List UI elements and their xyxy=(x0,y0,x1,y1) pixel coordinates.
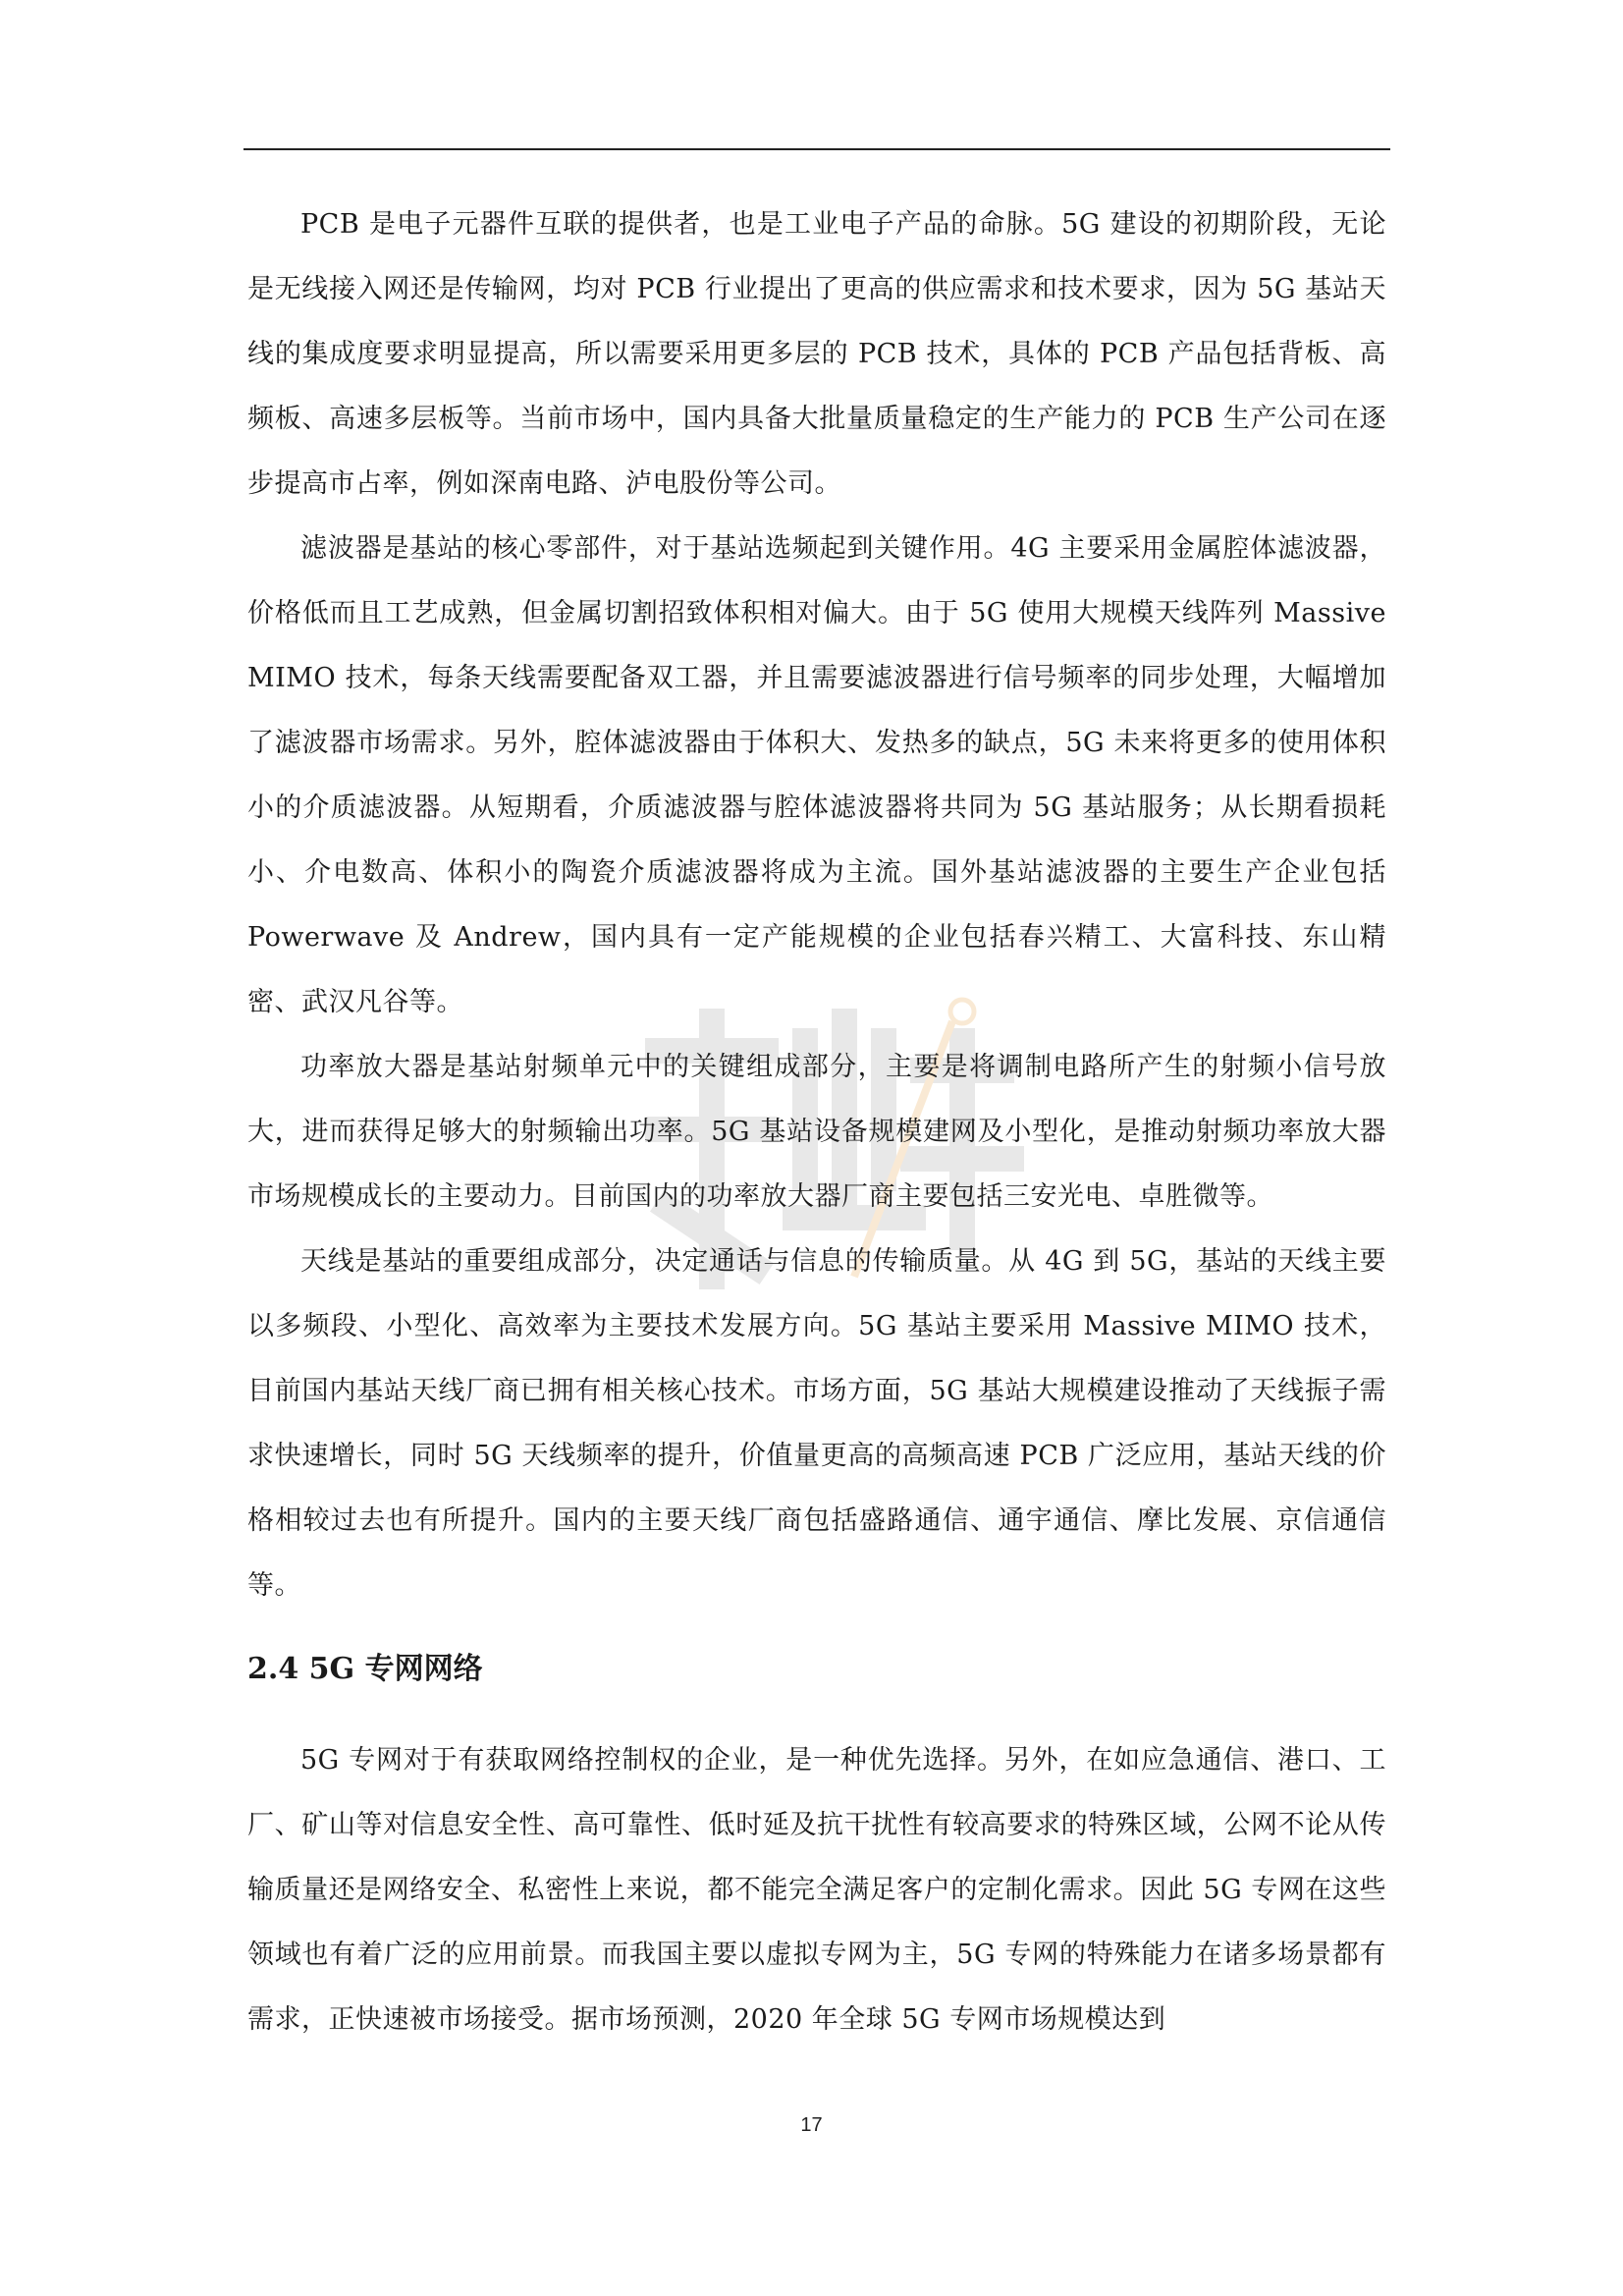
paragraph-antenna: 天线是基站的重要组成部分，决定通话与信息的传输质量。从 4G 到 5G，基站的天线主要以多频段、小型化、高效率为主要技术发展方向。5G 基站主要采用 Massive MIMO 技术，目前国内基站天线厂商已拥有相关核心技术。市场方面，5G 基站大规模建设推动了天线振子需求快速增长，同时 5G 天线频率的提升，价值量更高的高频高速 PCB 广泛应用，基站天线的价格相较过去也有所提升。国内的主要天线厂商包括盛路通信、通宇通信、摩比发展、京信通信等。 xyxy=(247,1246,1386,1601)
page-number: 17 xyxy=(800,2114,823,2136)
paragraph-filter: 滤波器是基站的核心零部件，对于基站选频起到关键作用。4G 主要采用金属腔体滤波器，价格低而且工艺成熟，但金属切割招致体积相对偏大。由于 5G 使用大规模天线阵列 Massive MIMO 技术，每条天线需要配备双工器，并且需要滤波器进行信号频率的同步处理，大幅增加了滤波器市场需求。另外，腔体滤波器由于体积大、发热多的缺点，5G 未来将更多的使用体积小的介质滤波器。从短期看，介质滤波器与腔体滤波器将共同为 5G 基站服务；从长期看损耗小、介电数高、体积小的陶瓷介质滤波器将成为主流。国外基站滤波器的主要生产企业包括 Powerwave 及 Andrew，国内具有一定产能规模的企业包括春兴精工、大富科技、东山精密、武汉凡谷等。 xyxy=(247,533,1386,1017)
paragraph-power-amplifier: 功率放大器是基站射频单元中的关键组成部分，主要是将调制电路所产生的射频小信号放大，进而获得足够大的射频输出功率。5G 基站设备规模建网及小型化，是推动射频功率放大器市场规模成长的主要动力。目前国内的功率放大器厂商主要包括三安光电、卓胜微等。 xyxy=(247,1052,1386,1212)
section-heading: 2.4 5G 专网网络 xyxy=(247,1652,483,1686)
header-divider xyxy=(243,148,1390,150)
body-content xyxy=(247,192,1386,2052)
paragraph-pcb: PCB 是电子元器件互联的提供者，也是工业电子产品的命脉。5G 建设的初期阶段，无论是无线接入网还是传输网，均对 PCB 行业提出了更高的供应需求和技术要求，因为 5G 基站天线的集成度要求明显提高，所以需要采用更多层的 PCB 技术，具体的 PCB 产品包括背板、高频板、高速多层板等。当前市场中，国内具备大批量质量稳定的生产能力的 PCB 生产公司在逐步提高市占率，例如深南电路、泸电股份等公司。 xyxy=(247,209,1386,499)
paragraph-private-network: 5G 专网对于有获取网络控制权的企业，是一种优先选择。另外，在如应急通信、港口、工厂、矿山等对信息安全性、高可靠性、低时延及抗干扰性有较高要求的特殊区域，公网不论从传输质量还是网络安全、私密性上来说，都不能完全满足客户的定制化需求。因此 5G 专网在这些领域也有着广泛的应用前景。而我国主要以虚拟专网为主，5G 专网的特殊能力在诸多场景都有需求，正快速被市场接受。据市场预测，2020 年全球 5G 专网市场规模达到 xyxy=(247,1745,1386,2035)
